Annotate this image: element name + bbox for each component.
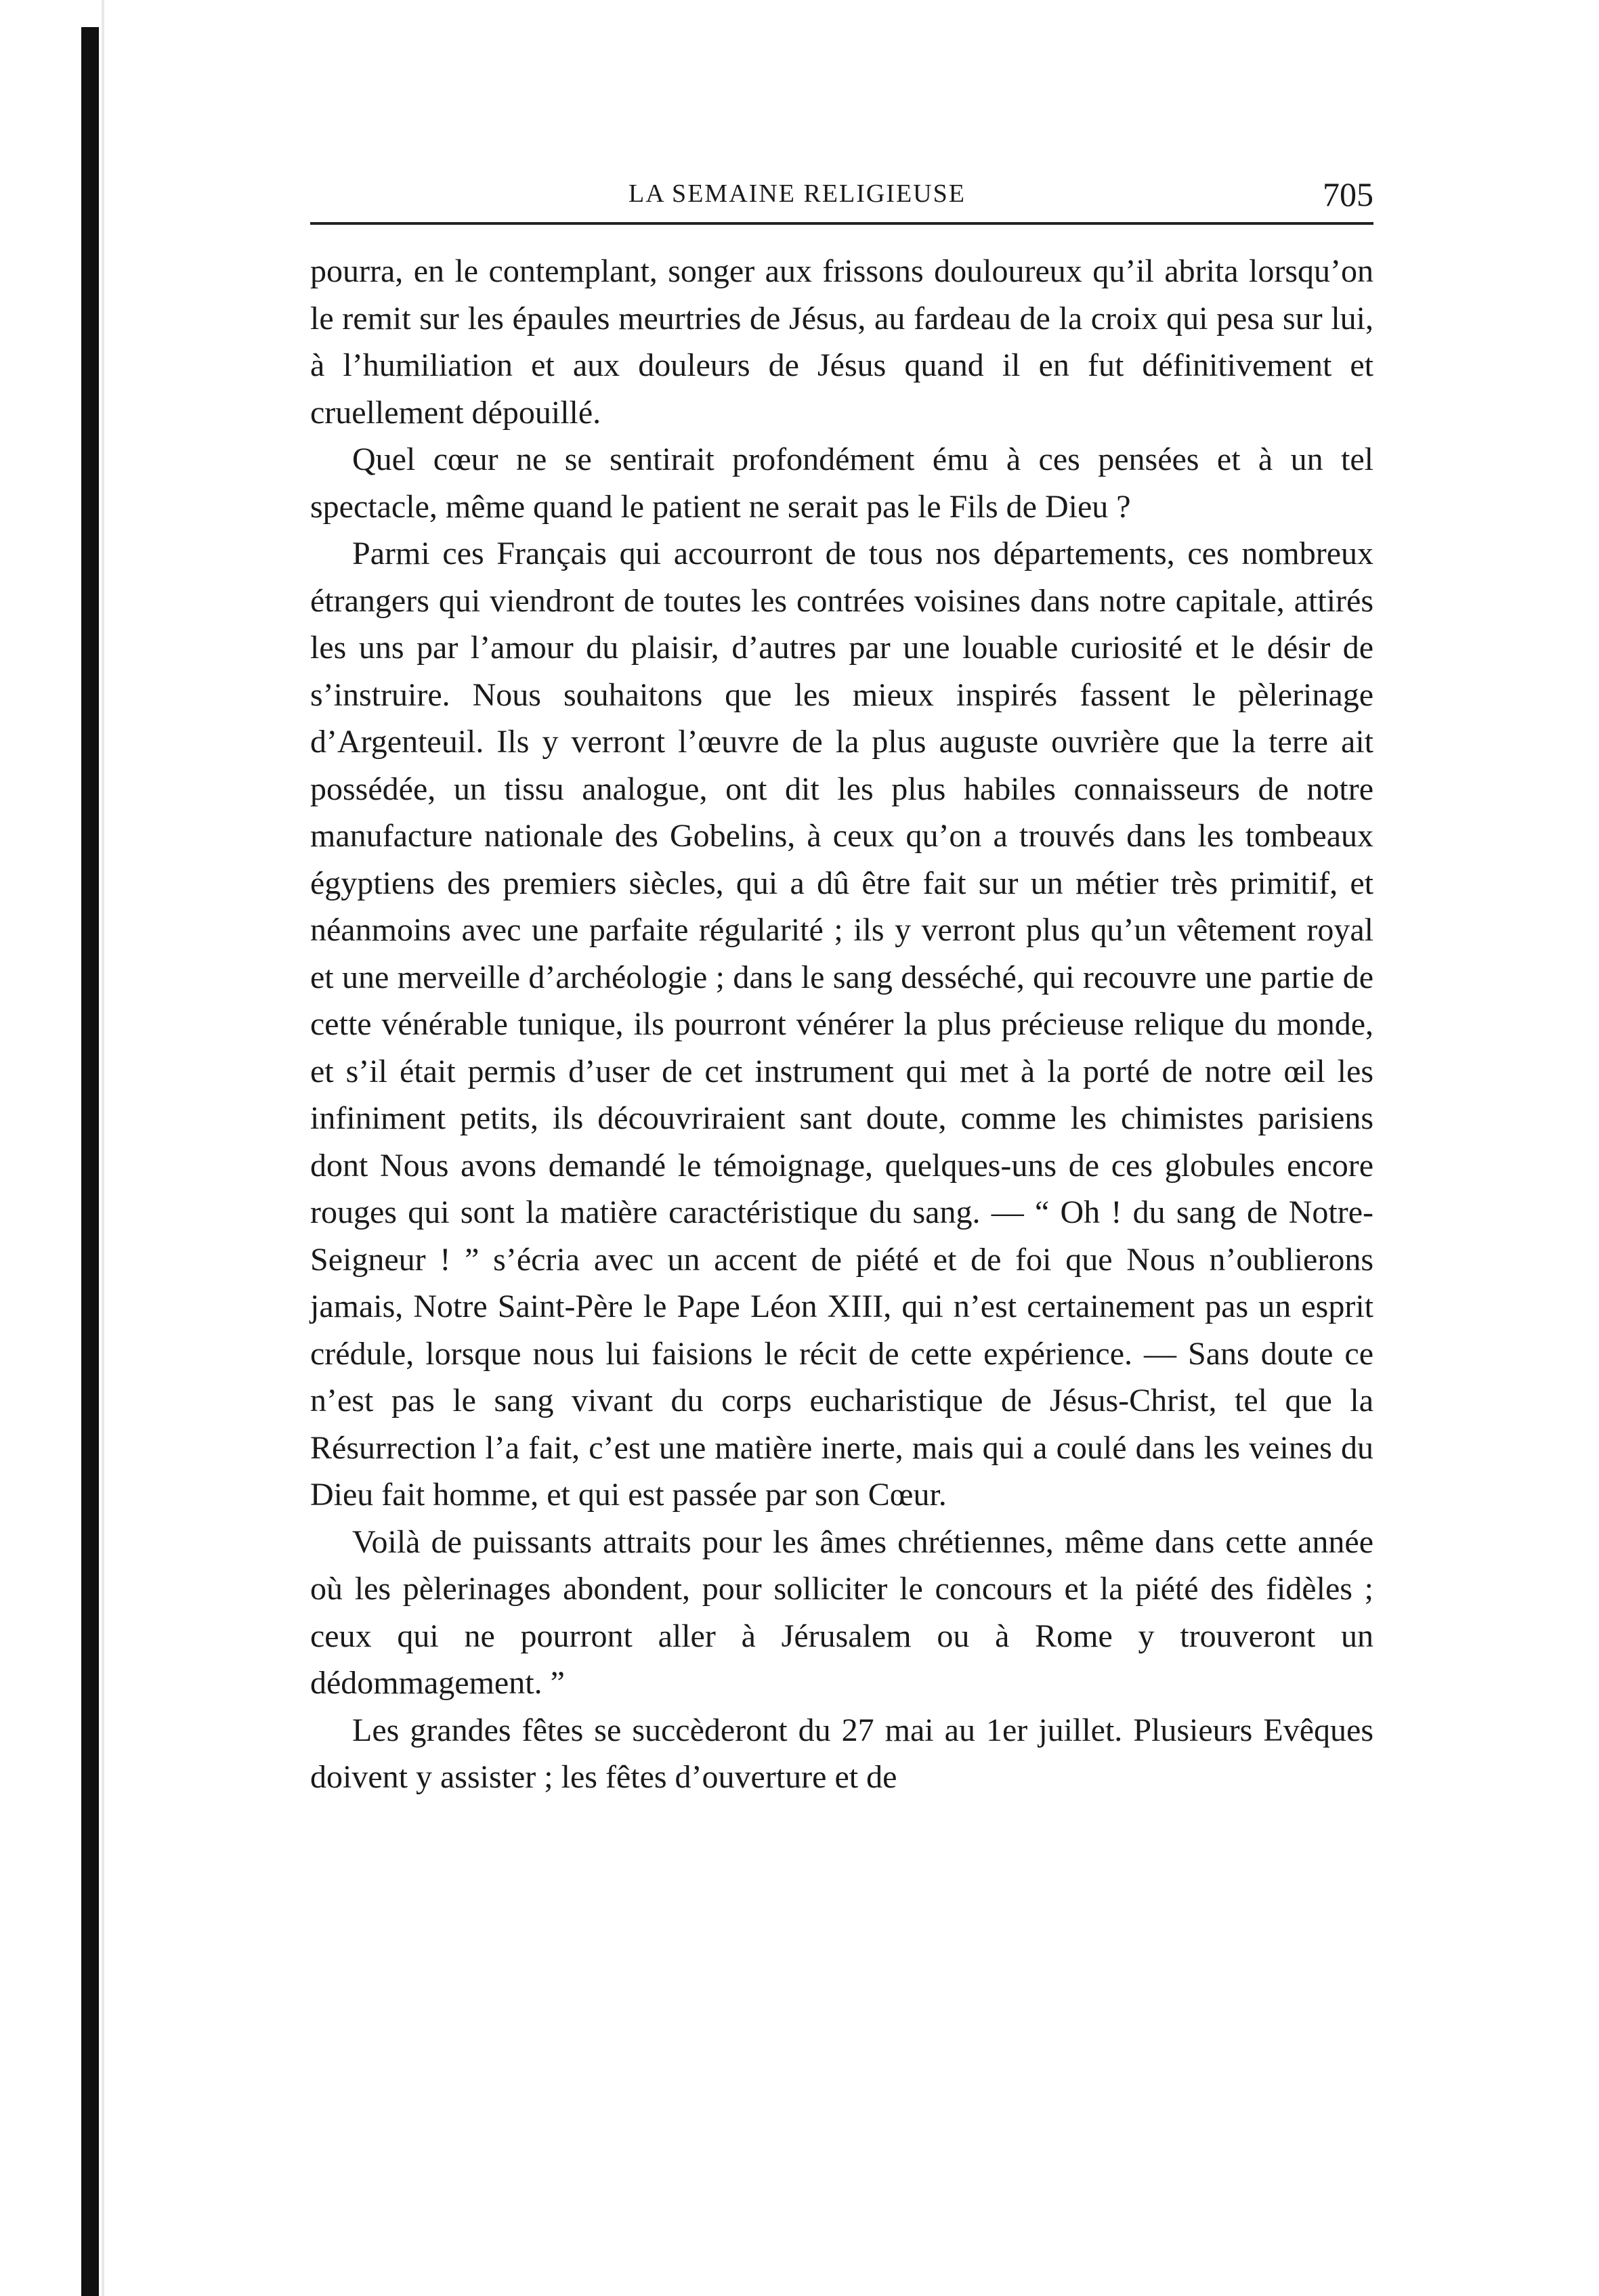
running-title: LA SEMAINE RELIGIEUSE [628, 179, 966, 208]
binding-gap [102, 0, 104, 2296]
paragraph: Quel cœur ne se sentirait profondément ému à ces pensées et à un tel spectacle, même quand le patient ne serait pas le Fils de Dieu ? [310, 441, 1373, 525]
body-text [310, 248, 1373, 1801]
paragraph: pourra, en le contemplant, songer aux frissons douloureux qu’il abrita lorsqu’on le remit sur les épaules meurtries de Jésus, au fardeau de la croix qui pesa sur lui, à l’humiliation et aux douleurs de Jésus quand il en fut définitivement et cruellement dépouillé. [310, 253, 1373, 431]
binding-edge [81, 27, 99, 2296]
paragraph: Les grandes fêtes se succèderont du 27 mai au 1er juillet. Plusieurs Evêques doivent y assister ; les fêtes d’ouverture et de [310, 1712, 1373, 1795]
paragraph: Voilà de puissants attraits pour les âmes chrétiennes, même dans cette année où les pèlerinages abondent, pour solliciter le concours et la piété des fidèles ; ceux qui ne pourront aller à Jérusalem ou à Rome y trouveront un dédommagement. ” [310, 1523, 1373, 1701]
page-number: 705 [1323, 175, 1373, 213]
paragraph: Parmi ces Français qui accourront de tous nos départements, ces nombreux étrangers qui viendront de toutes les contrées voisines dans notre capitale, attirés les uns par l’amour du plaisir, d’autres par une louable curiosité et le désir de s’instruire. Nous souhaitons que les mieux inspirés fassent le pèlerinage d’Argenteuil. Ils y verront l’œuvre de la plus auguste ouvrière que la terre ait possédée, un tissu analogue, ont dit les plus habiles connaisseurs de notre manufacture nationale des Gobelins, à ceux qu’on a trouvés dans les tombeaux égyptiens des premiers siècles, qui a dû être fait sur un métier très primitif, et néanmoins avec une parfaite régularité ; ils y verront plus qu’un vêtement royal et une merveille d’archéologie ; dans le sang desséché, qui recouvre une partie de cette vénérable tunique, ils pourront vénérer la plus précieuse relique du monde, et s’il était permis d’user de cet instrument qui met à la porté de notre œil les infiniment petits, ils découvriraient sant doute, comme les chimistes parisiens dont Nous avons demandé le témoignage, quelques-uns de ces globules encore rouges qui sont la matière caractéristique du sang. — “ Oh ! du sang de Notre-Seigneur ! ” s’écria avec un accent de piété et de foi que Nous n’oublierons jamais, Notre Saint-Père le Pape Léon XIII, qui n’est certainement pas un esprit crédule, lorsque nous lui faisions le récit de cette expérience. — Sans doute ce n’est pas le sang vivant du corps eucharistique de Jésus-Christ, tel que la Résurrection l’a fait, c’est une matière inerte, mais qui a coulé dans les veines du Dieu fait homme, et qui est passée par son Cœur. [310, 536, 1373, 1513]
running-head [310, 175, 1373, 225]
page [310, 175, 1373, 1801]
